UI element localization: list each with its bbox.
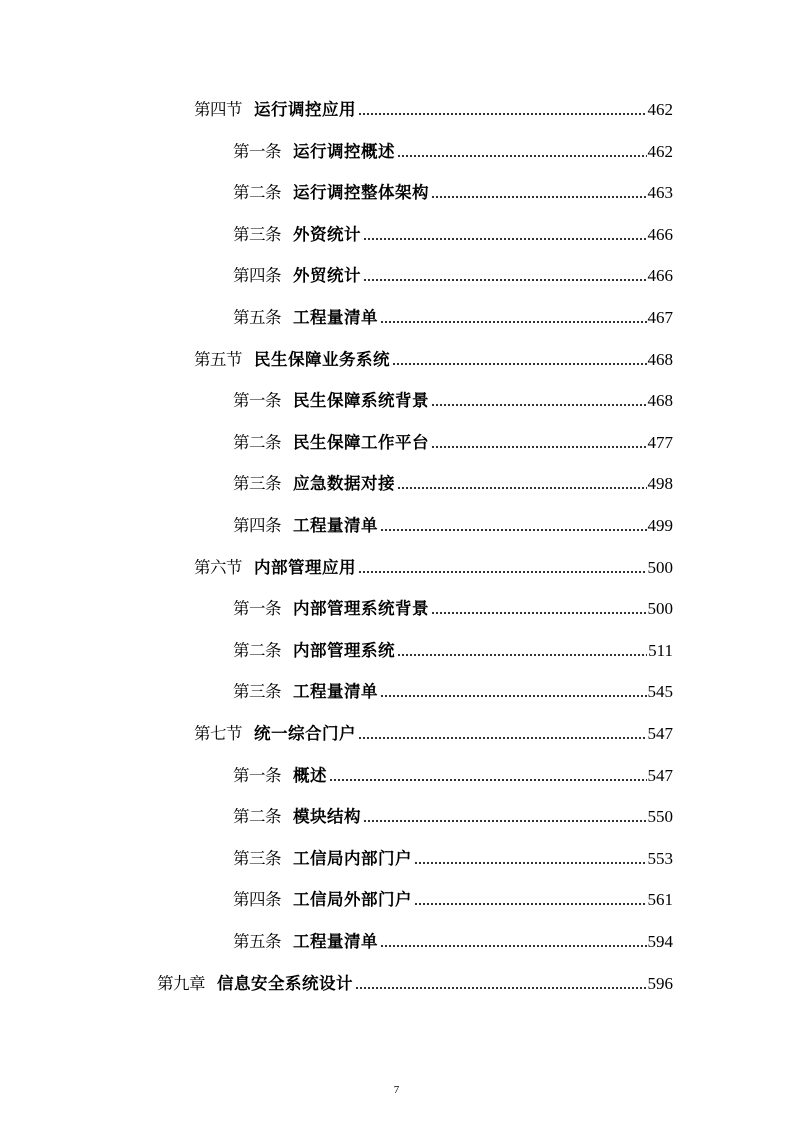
toc-entry-article[interactable] xyxy=(233,804,673,828)
toc-entry-title: 外贸统计 xyxy=(293,266,361,286)
toc-dot-leader xyxy=(431,194,647,199)
toc-entry-title: 概述 xyxy=(293,765,327,785)
toc-entry-page: 466 xyxy=(647,266,673,286)
toc-entry-section[interactable] xyxy=(194,555,673,579)
toc-entry-article[interactable] xyxy=(233,388,673,412)
toc-entry-title: 外资统计 xyxy=(293,224,361,244)
toc-entry-page: 550 xyxy=(647,807,673,827)
toc-entry-page: 561 xyxy=(647,890,673,910)
toc-entry-number: 第四节 xyxy=(194,100,242,119)
toc-dot-leader xyxy=(397,485,647,490)
toc-entry-title: 内部管理系统 xyxy=(293,640,395,660)
toc-entry-page: 500 xyxy=(647,599,673,619)
toc-entry-article[interactable] xyxy=(233,846,673,870)
toc-entry-page: 462 xyxy=(647,141,673,161)
toc-entry-page: 499 xyxy=(647,516,673,535)
toc-dot-leader xyxy=(431,444,647,449)
toc-entry-title: 运行调控整体架构 xyxy=(293,183,429,203)
toc-entry-number: 第三条 xyxy=(233,474,281,494)
toc-entry-number: 第一条 xyxy=(233,141,281,161)
toc-entry-page: 468 xyxy=(647,391,673,411)
toc-entry-page: 553 xyxy=(647,848,673,868)
toc-entry-page: 594 xyxy=(647,932,673,951)
toc-entry-page: 500 xyxy=(647,557,673,577)
toc-dot-leader xyxy=(358,569,647,574)
toc-entry-number: 第二条 xyxy=(233,432,281,452)
toc-entry-article[interactable] xyxy=(233,222,673,246)
toc-entry-section[interactable] xyxy=(194,97,673,121)
toc-dot-leader xyxy=(329,777,647,782)
toc-entry-title: 工信局内部门户 xyxy=(293,848,412,868)
toc-entry-title: 民生保障系统背景 xyxy=(293,391,429,411)
toc-entry-title: 运行调控概述 xyxy=(293,141,395,161)
toc-entry-page: 547 xyxy=(647,765,673,785)
toc-entry-number: 第五条 xyxy=(233,932,281,951)
toc-dot-leader xyxy=(380,693,647,698)
toc-entry-page: 477 xyxy=(647,432,673,452)
toc-entry-title: 运行调控应用 xyxy=(254,100,356,119)
toc-entry-number: 第四条 xyxy=(233,890,281,910)
toc-entry-title: 应急数据对接 xyxy=(293,474,395,494)
toc-dot-leader xyxy=(431,610,647,615)
toc-entry-number: 第二条 xyxy=(233,640,281,660)
toc-dot-leader xyxy=(397,652,647,657)
toc-entry-article[interactable] xyxy=(233,679,673,703)
toc-entry-page: 511 xyxy=(648,640,673,660)
toc-entry-number: 第二条 xyxy=(233,183,281,203)
toc-dot-leader xyxy=(358,111,647,116)
toc-dot-leader xyxy=(355,985,647,990)
toc-entry-number: 第五节 xyxy=(194,349,242,369)
toc-entry-section[interactable] xyxy=(194,721,673,745)
toc-entry-article[interactable] xyxy=(233,596,673,620)
toc-entry-chapter[interactable] xyxy=(157,971,673,995)
toc-entry-page: 547 xyxy=(647,724,673,743)
toc-entry-title: 工程量清单 xyxy=(293,932,378,951)
toc-entry-number: 第三条 xyxy=(233,848,281,868)
toc-entry-page: 466 xyxy=(647,224,673,244)
toc-entry-title: 内部管理应用 xyxy=(254,557,356,577)
toc-entry-article[interactable] xyxy=(233,887,673,911)
toc-entry-number: 第四条 xyxy=(233,266,281,286)
toc-entry-number: 第一条 xyxy=(233,765,281,785)
toc-dot-leader xyxy=(358,735,647,740)
toc-entry-article[interactable] xyxy=(233,180,673,204)
toc-dot-leader xyxy=(431,402,647,407)
toc-entry-title: 模块结构 xyxy=(293,807,361,827)
toc-dot-leader xyxy=(363,818,647,823)
toc-dot-leader xyxy=(397,153,647,158)
toc-entry-title: 信息安全系统设计 xyxy=(217,973,353,993)
page-number: 7 xyxy=(393,1084,400,1096)
toc-entry-article[interactable] xyxy=(233,471,673,495)
toc-entry-title: 民生保障工作平台 xyxy=(293,432,429,452)
toc-entry-number: 第一条 xyxy=(233,391,281,411)
toc-entry-number: 第二条 xyxy=(233,807,281,827)
toc-entry-number: 第一条 xyxy=(233,599,281,619)
toc-entry-article[interactable] xyxy=(233,263,673,287)
toc-dot-leader xyxy=(363,277,647,282)
toc-entry-page: 467 xyxy=(647,308,673,327)
toc-entry-section[interactable] xyxy=(194,347,673,371)
toc-entry-article[interactable] xyxy=(233,929,673,953)
toc-entry-number: 第四条 xyxy=(233,516,281,535)
toc-entry-page: 596 xyxy=(647,973,673,993)
toc-entry-number: 第六节 xyxy=(194,557,242,577)
toc-dot-leader xyxy=(380,527,647,532)
toc-entry-number: 第三条 xyxy=(233,682,281,702)
toc-entry-article[interactable] xyxy=(233,305,673,329)
toc-entry-page: 463 xyxy=(647,183,673,203)
toc-dot-leader xyxy=(414,901,647,906)
toc-dot-leader xyxy=(363,236,647,241)
toc-entry-number: 第九章 xyxy=(157,973,205,993)
toc-entry-title: 工程量清单 xyxy=(293,516,378,535)
toc-entry-title: 统一综合门户 xyxy=(254,724,356,743)
toc-entry-article[interactable] xyxy=(233,638,673,662)
toc-entry-title: 工程量清单 xyxy=(293,308,378,327)
toc-entry-page: 545 xyxy=(647,682,673,702)
toc-entry-page: 462 xyxy=(647,100,673,119)
toc-dot-leader xyxy=(380,943,647,948)
toc-entry-title: 工程量清单 xyxy=(293,682,378,702)
toc-entry-title: 内部管理系统背景 xyxy=(293,599,429,619)
toc-entry-page: 498 xyxy=(647,474,673,494)
toc-entry-page: 468 xyxy=(647,349,673,369)
toc-entry-title: 工信局外部门户 xyxy=(293,890,412,910)
toc-entry-number: 第七节 xyxy=(194,724,242,743)
toc-dot-leader xyxy=(380,319,647,324)
toc-entry-article[interactable] xyxy=(233,139,673,163)
toc-entry-article[interactable] xyxy=(233,763,673,787)
toc-entry-title: 民生保障业务系统 xyxy=(254,349,390,369)
toc-entry-article[interactable] xyxy=(233,513,673,537)
toc-dot-leader xyxy=(392,361,647,366)
toc-entry-number: 第三条 xyxy=(233,224,281,244)
toc-entry-number: 第五条 xyxy=(233,308,281,327)
toc-entry-article[interactable] xyxy=(233,430,673,454)
toc-dot-leader xyxy=(414,860,647,865)
